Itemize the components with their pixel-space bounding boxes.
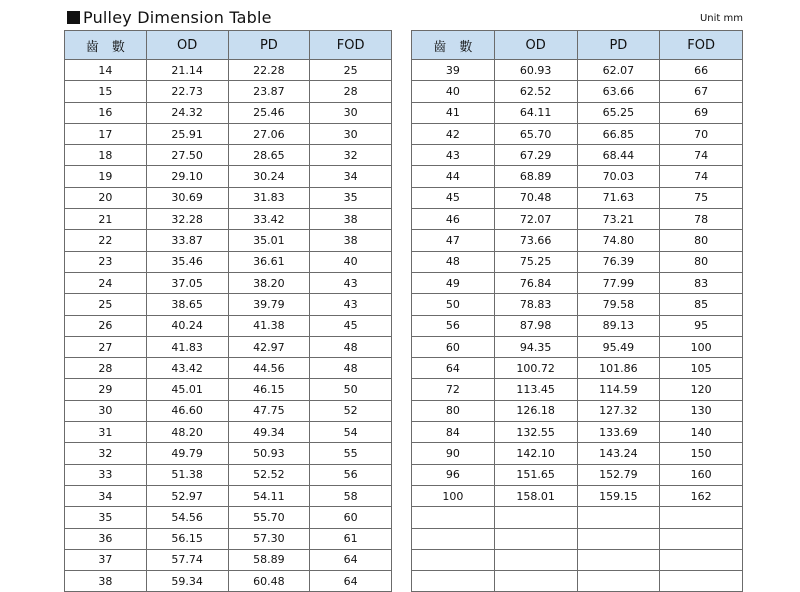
pd-cell: 22.28 (228, 60, 310, 81)
teeth-cell: 20 (65, 187, 147, 208)
od-cell: 64.11 (494, 102, 577, 123)
fod-cell: 120 (660, 379, 743, 400)
teeth-cell: 14 (65, 60, 147, 81)
od-cell: 30.69 (146, 187, 228, 208)
header-row (65, 31, 392, 60)
table-row (412, 230, 743, 251)
od-cell: 22.73 (146, 81, 228, 102)
od-cell: 21.14 (146, 60, 228, 81)
teeth-cell: 31 (65, 422, 147, 443)
pd-cell: 38.20 (228, 272, 310, 293)
table-row (412, 336, 743, 357)
fod-cell: 100 (660, 336, 743, 357)
teeth-cell: 41 (412, 102, 495, 123)
table-row (412, 315, 743, 336)
teeth-cell: 56 (412, 315, 495, 336)
pd-cell: 74.80 (577, 230, 660, 251)
fod-cell: 56 (310, 464, 392, 485)
teeth-cell: 44 (412, 166, 495, 187)
pd-cell: 63.66 (577, 81, 660, 102)
pd-cell: 114.59 (577, 379, 660, 400)
teeth-cell: 49 (412, 272, 495, 293)
teeth-cell: 43 (412, 145, 495, 166)
teeth-cell: 27 (65, 336, 147, 357)
teeth-cell: 26 (65, 315, 147, 336)
fod-cell: 25 (310, 60, 392, 81)
pd-cell: 127.32 (577, 400, 660, 421)
teeth-cell: 90 (412, 443, 495, 464)
teeth-cell: 48 (412, 251, 495, 272)
pd-cell: 44.56 (228, 358, 310, 379)
table-row (65, 60, 392, 81)
table-row (412, 528, 743, 549)
teeth-cell: 39 (412, 60, 495, 81)
od-cell: 33.87 (146, 230, 228, 251)
fod-cell (660, 528, 743, 549)
teeth-cell: 80 (412, 400, 495, 421)
table-row (65, 571, 392, 592)
fod-cell: 66 (660, 60, 743, 81)
fod-cell: 48 (310, 358, 392, 379)
fod-cell: 75 (660, 187, 743, 208)
od-cell: 43.42 (146, 358, 228, 379)
teeth-cell: 24 (65, 272, 147, 293)
table-row (65, 464, 392, 485)
teeth-cell: 38 (65, 571, 147, 592)
od-cell: 59.34 (146, 571, 228, 592)
od-cell: 27.50 (146, 145, 228, 166)
fod-cell: 150 (660, 443, 743, 464)
fod-cell: 95 (660, 315, 743, 336)
od-cell: 78.83 (494, 294, 577, 315)
table-row (65, 123, 392, 144)
pd-cell: 55.70 (228, 507, 310, 528)
table-row (65, 549, 392, 570)
header-teeth: 齒 數 (65, 31, 147, 60)
od-cell: 68.89 (494, 166, 577, 187)
table-row (412, 422, 743, 443)
table-row (65, 145, 392, 166)
teeth-cell: 72 (412, 379, 495, 400)
table-row (65, 272, 392, 293)
od-cell: 29.10 (146, 166, 228, 187)
fod-cell: 34 (310, 166, 392, 187)
od-cell: 62.52 (494, 81, 577, 102)
pd-cell: 33.42 (228, 209, 310, 230)
fod-cell (660, 571, 743, 592)
pd-cell: 66.85 (577, 123, 660, 144)
pd-cell: 68.44 (577, 145, 660, 166)
pd-cell: 143.24 (577, 443, 660, 464)
teeth-cell (412, 549, 495, 570)
od-cell (494, 507, 577, 528)
pd-cell: 35.01 (228, 230, 310, 251)
header-fod: FOD (310, 31, 392, 60)
teeth-cell: 50 (412, 294, 495, 315)
od-cell: 72.07 (494, 209, 577, 230)
pd-cell: 101.86 (577, 358, 660, 379)
od-cell: 67.29 (494, 145, 577, 166)
fod-cell: 64 (310, 549, 392, 570)
table-row (412, 358, 743, 379)
teeth-cell: 36 (65, 528, 147, 549)
fod-cell: 58 (310, 485, 392, 506)
od-cell: 25.91 (146, 123, 228, 144)
od-cell: 37.05 (146, 272, 228, 293)
od-cell: 35.46 (146, 251, 228, 272)
teeth-cell (412, 507, 495, 528)
teeth-cell: 96 (412, 464, 495, 485)
teeth-cell: 28 (65, 358, 147, 379)
teeth-cell: 29 (65, 379, 147, 400)
square-bullet-icon (67, 11, 80, 24)
pd-cell: 50.93 (228, 443, 310, 464)
teeth-cell (412, 528, 495, 549)
fod-cell: 30 (310, 123, 392, 144)
teeth-cell: 33 (65, 464, 147, 485)
table-row (412, 81, 743, 102)
pd-cell: 39.79 (228, 294, 310, 315)
table-row (412, 145, 743, 166)
fod-cell: 43 (310, 294, 392, 315)
table-row (412, 379, 743, 400)
od-cell: 51.38 (146, 464, 228, 485)
table-row (65, 315, 392, 336)
fod-cell (660, 507, 743, 528)
table-row (412, 571, 743, 592)
pd-cell: 152.79 (577, 464, 660, 485)
fod-cell: 140 (660, 422, 743, 443)
pd-cell: 28.65 (228, 145, 310, 166)
fod-cell: 64 (310, 571, 392, 592)
table-row (412, 464, 743, 485)
od-cell: 158.01 (494, 485, 577, 506)
table-row (65, 166, 392, 187)
pd-cell: 52.52 (228, 464, 310, 485)
pulley-table-right (411, 30, 743, 592)
header-fod: FOD (660, 31, 743, 60)
pd-cell: 71.63 (577, 187, 660, 208)
od-cell: 94.35 (494, 336, 577, 357)
pd-cell: 49.34 (228, 422, 310, 443)
pd-cell: 30.24 (228, 166, 310, 187)
fod-cell: 28 (310, 81, 392, 102)
table-row (412, 507, 743, 528)
pd-cell: 41.38 (228, 315, 310, 336)
od-cell: 142.10 (494, 443, 577, 464)
teeth-cell: 22 (65, 230, 147, 251)
teeth-cell: 45 (412, 187, 495, 208)
table-row (412, 187, 743, 208)
od-cell: 65.70 (494, 123, 577, 144)
table-row (65, 187, 392, 208)
teeth-cell: 42 (412, 123, 495, 144)
fod-cell: 78 (660, 209, 743, 230)
pd-cell (577, 549, 660, 570)
od-cell: 76.84 (494, 272, 577, 293)
table-row (65, 485, 392, 506)
teeth-cell: 34 (65, 485, 147, 506)
table-row (65, 230, 392, 251)
teeth-cell (412, 571, 495, 592)
od-cell: 87.98 (494, 315, 577, 336)
teeth-cell: 37 (65, 549, 147, 570)
pd-cell: 65.25 (577, 102, 660, 123)
od-cell: 41.83 (146, 336, 228, 357)
table-row (65, 81, 392, 102)
table-row (65, 379, 392, 400)
od-cell: 48.20 (146, 422, 228, 443)
header-pd: PD (228, 31, 310, 60)
fod-cell: 60 (310, 507, 392, 528)
table-row (412, 166, 743, 187)
teeth-cell: 30 (65, 400, 147, 421)
pd-cell: 95.49 (577, 336, 660, 357)
fod-cell: 130 (660, 400, 743, 421)
pd-cell: 73.21 (577, 209, 660, 230)
pd-cell: 77.99 (577, 272, 660, 293)
table-row (65, 422, 392, 443)
table-row (65, 400, 392, 421)
teeth-cell: 17 (65, 123, 147, 144)
teeth-cell: 15 (65, 81, 147, 102)
fod-cell: 52 (310, 400, 392, 421)
pd-cell: 54.11 (228, 485, 310, 506)
od-cell (494, 549, 577, 570)
fod-cell: 54 (310, 422, 392, 443)
fod-cell: 48 (310, 336, 392, 357)
table-row (65, 294, 392, 315)
fod-cell: 38 (310, 209, 392, 230)
pd-cell: 23.87 (228, 81, 310, 102)
pd-cell: 57.30 (228, 528, 310, 549)
header-od: OD (494, 31, 577, 60)
table-row (65, 336, 392, 357)
table-row (412, 209, 743, 230)
od-cell: 70.48 (494, 187, 577, 208)
fod-cell: 70 (660, 123, 743, 144)
teeth-cell: 18 (65, 145, 147, 166)
pd-cell: 60.48 (228, 571, 310, 592)
fod-cell: 38 (310, 230, 392, 251)
unit-label: Unit mm (699, 13, 743, 24)
teeth-cell: 40 (412, 81, 495, 102)
teeth-cell: 35 (65, 507, 147, 528)
table-row (412, 485, 743, 506)
od-cell (494, 528, 577, 549)
table-row (412, 123, 743, 144)
title-row (67, 6, 272, 28)
teeth-cell: 60 (412, 336, 495, 357)
od-cell: 38.65 (146, 294, 228, 315)
od-cell: 151.65 (494, 464, 577, 485)
fod-cell: 67 (660, 81, 743, 102)
fod-cell: 162 (660, 485, 743, 506)
od-cell: 32.28 (146, 209, 228, 230)
table-row (65, 251, 392, 272)
table-row (412, 102, 743, 123)
table-row (65, 528, 392, 549)
teeth-cell: 46 (412, 209, 495, 230)
od-cell: 24.32 (146, 102, 228, 123)
header-od: OD (146, 31, 228, 60)
teeth-cell: 47 (412, 230, 495, 251)
table-row (412, 400, 743, 421)
pd-cell: 133.69 (577, 422, 660, 443)
teeth-cell: 19 (65, 166, 147, 187)
pd-cell (577, 507, 660, 528)
od-cell: 46.60 (146, 400, 228, 421)
table-row (65, 507, 392, 528)
page-title: Pulley Dimension Table (83, 7, 272, 27)
fod-cell: 43 (310, 272, 392, 293)
od-cell: 54.56 (146, 507, 228, 528)
od-cell: 45.01 (146, 379, 228, 400)
teeth-cell: 84 (412, 422, 495, 443)
pd-cell: 31.83 (228, 187, 310, 208)
teeth-cell: 21 (65, 209, 147, 230)
fod-cell: 105 (660, 358, 743, 379)
pd-cell (577, 571, 660, 592)
pd-cell: 76.39 (577, 251, 660, 272)
fod-cell: 55 (310, 443, 392, 464)
pd-cell: 42.97 (228, 336, 310, 357)
fod-cell: 45 (310, 315, 392, 336)
fod-cell: 85 (660, 294, 743, 315)
fod-cell (660, 549, 743, 570)
od-cell: 49.79 (146, 443, 228, 464)
od-cell (494, 571, 577, 592)
pd-cell: 36.61 (228, 251, 310, 272)
fod-cell: 80 (660, 251, 743, 272)
pd-cell: 47.75 (228, 400, 310, 421)
pd-cell: 62.07 (577, 60, 660, 81)
pd-cell: 159.15 (577, 485, 660, 506)
od-cell: 73.66 (494, 230, 577, 251)
fod-cell: 50 (310, 379, 392, 400)
table-row (412, 272, 743, 293)
teeth-cell: 16 (65, 102, 147, 123)
fod-cell: 83 (660, 272, 743, 293)
teeth-cell: 23 (65, 251, 147, 272)
fod-cell: 69 (660, 102, 743, 123)
header-teeth: 齒 數 (412, 31, 495, 60)
fod-cell: 160 (660, 464, 743, 485)
header-row (412, 31, 743, 60)
pd-cell: 25.46 (228, 102, 310, 123)
table-row (412, 251, 743, 272)
table-row (412, 294, 743, 315)
table-row (65, 102, 392, 123)
pd-cell: 27.06 (228, 123, 310, 144)
table-row (65, 209, 392, 230)
teeth-cell: 25 (65, 294, 147, 315)
fod-cell: 80 (660, 230, 743, 251)
pd-cell: 58.89 (228, 549, 310, 570)
od-cell: 52.97 (146, 485, 228, 506)
fod-cell: 74 (660, 145, 743, 166)
od-cell: 40.24 (146, 315, 228, 336)
od-cell: 132.55 (494, 422, 577, 443)
teeth-cell: 32 (65, 443, 147, 464)
od-cell: 57.74 (146, 549, 228, 570)
od-cell: 113.45 (494, 379, 577, 400)
od-cell: 100.72 (494, 358, 577, 379)
pd-cell: 79.58 (577, 294, 660, 315)
fod-cell: 40 (310, 251, 392, 272)
od-cell: 60.93 (494, 60, 577, 81)
header-pd: PD (577, 31, 660, 60)
table-row (65, 358, 392, 379)
table-row (412, 549, 743, 570)
fod-cell: 35 (310, 187, 392, 208)
pd-cell (577, 528, 660, 549)
table-row (412, 443, 743, 464)
pd-cell: 70.03 (577, 166, 660, 187)
pd-cell: 46.15 (228, 379, 310, 400)
od-cell: 75.25 (494, 251, 577, 272)
fod-cell: 30 (310, 102, 392, 123)
fod-cell: 74 (660, 166, 743, 187)
teeth-cell: 100 (412, 485, 495, 506)
od-cell: 126.18 (494, 400, 577, 421)
od-cell: 56.15 (146, 528, 228, 549)
teeth-cell: 64 (412, 358, 495, 379)
pulley-table-left (64, 30, 392, 592)
fod-cell: 61 (310, 528, 392, 549)
fod-cell: 32 (310, 145, 392, 166)
table-row (65, 443, 392, 464)
table-row (412, 60, 743, 81)
pd-cell: 89.13 (577, 315, 660, 336)
